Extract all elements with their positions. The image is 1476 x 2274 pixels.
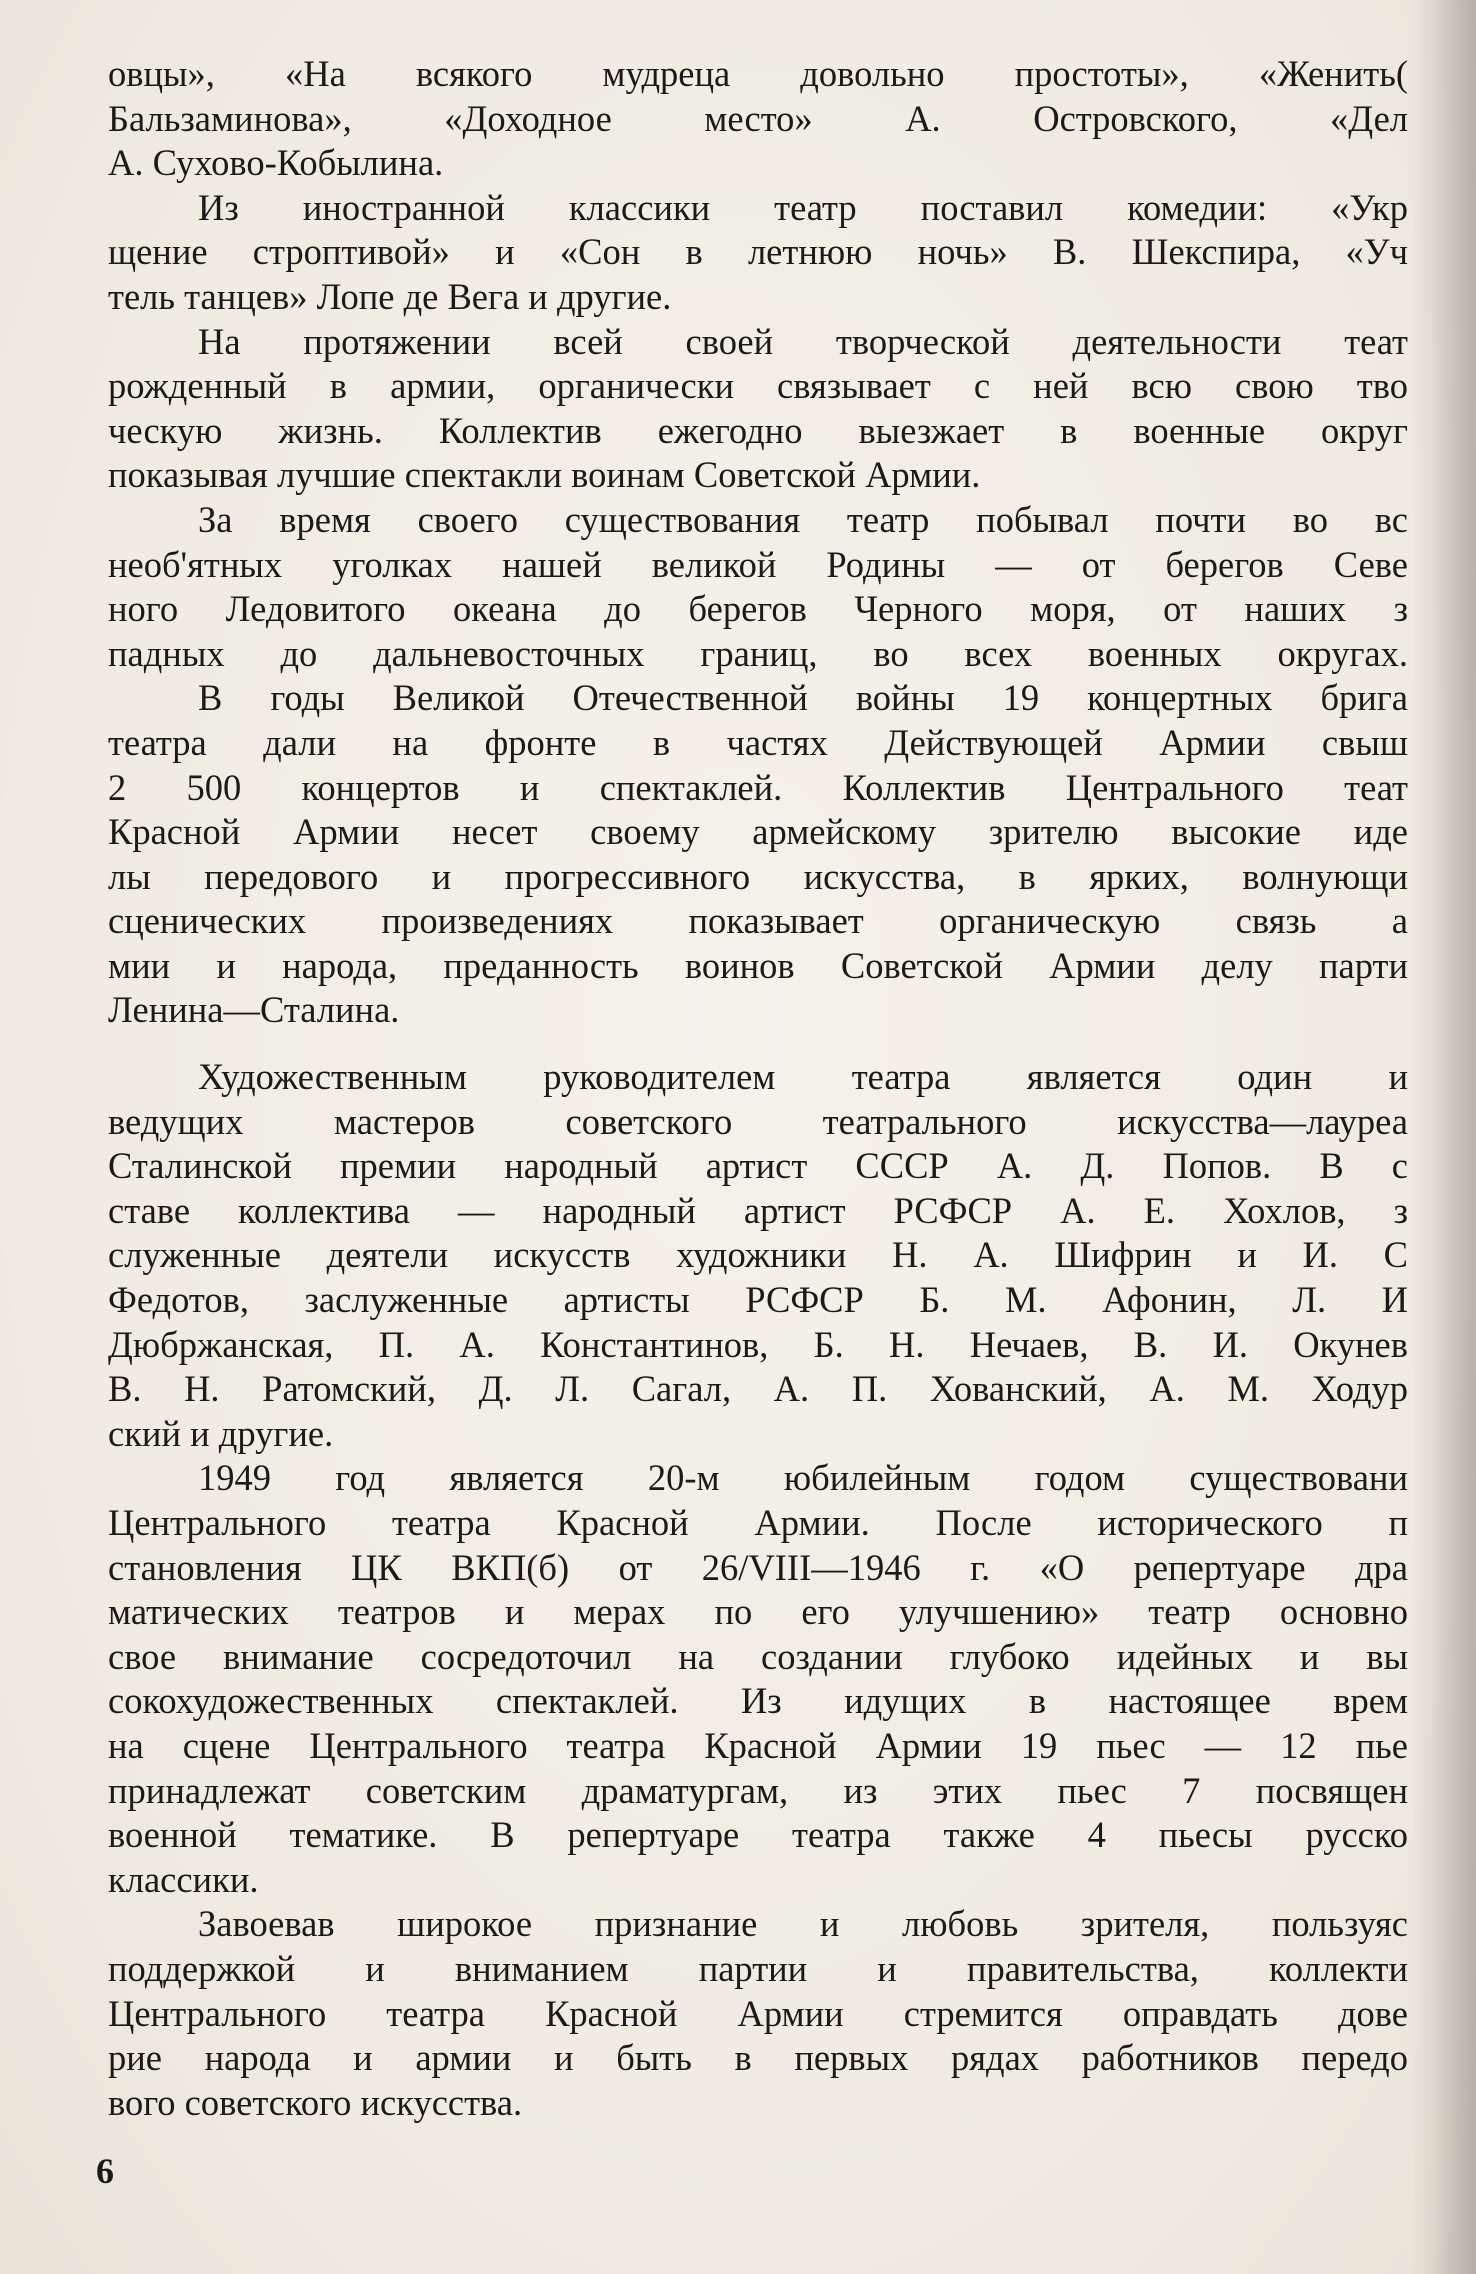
text-line: мии и народа, преданность воинов Советской Армии делу парти [108, 944, 1408, 986]
text-line: щение строптивой» и «Сон в летнюю ночь» В. Шекспира, «Уч [108, 231, 1408, 273]
text-line: необ'ятных уголках нашей великой Родины — от берегов Севе [108, 543, 1408, 585]
text-line: матических театров и мерах по его улучшению» театр основно [108, 1591, 1408, 1633]
page-number: 6 [96, 2151, 114, 2191]
text-line: Из иностранной классики театр поставил комедии: «Укр [198, 186, 1408, 228]
paragraph-6 [108, 1055, 1408, 1456]
text-line: падных до дальневосточных границ, во всех военных округах. [108, 632, 1408, 674]
text-line: За время своего существования театр побывал почти во вс [198, 498, 1408, 540]
text-line: Сталинской премии народный артист СССР А. Д. Попов. В с [108, 1145, 1408, 1187]
text-line: Центрального театра Красной Армии. После исторического п [108, 1502, 1408, 1543]
text-line: рожденный в армии, органически связывает с ней всю свою тво [108, 365, 1408, 407]
text-line: В годы Великой Отечественной войны 19 концертных брига [198, 677, 1408, 719]
text-line: Художественным руководителем театра является один и [198, 1056, 1408, 1098]
text-line: Красной Армии несет своему армейскому зрителю высокие иде [108, 811, 1408, 853]
text-line: 1949 год является 20-м юбилейным годом существовани [198, 1457, 1408, 1499]
text-line: Завоевав широкое признание и любовь зрителя, пользуяс [198, 1903, 1408, 1945]
text-line: Федотов, заслуженные артисты РСФСР Б. М. Афонин, Л. И [108, 1279, 1408, 1321]
text-line: военной тематике. В репертуаре театра также 4 пьесы русско [108, 1814, 1408, 1856]
text-line: ческую жизнь. Коллектив ежегодно выезжает в военные округ [108, 409, 1408, 451]
text-line: На протяжении всей своей творческой деятельности теат [198, 320, 1408, 362]
text-line: ного Ледовитого океана до берегов Черного моря, от наших з [108, 588, 1408, 630]
text-line: лы передового и прогрессивного искусства, в ярких, волнующи [108, 855, 1408, 897]
text-line: Ленина—Сталина. [108, 989, 400, 1031]
paragraph-3 [108, 320, 1408, 498]
body-text [108, 52, 1408, 2125]
text-line: поддержкой и вниманием партии и правительства, коллекти [108, 1947, 1408, 1989]
text-line: Дюбржанская, П. А. Константинов, Б. Н. Нечаев, В. И. Окунев [108, 1323, 1408, 1365]
text-line: театра дали на фронте в частях Действующей Армии свыш [108, 721, 1408, 763]
text-line: Бальзаминова», «Доходное место» А. Островского, «Дел [108, 97, 1408, 139]
text-line: сокохудожественных спектаклей. Из идущих в настоящее врем [108, 1680, 1408, 1722]
text-line: А. Сухово-Кобылина. [108, 142, 444, 184]
text-line: сценических произведениях показывает органическую связь а [108, 900, 1408, 942]
text-line: Центрального театра Красной Армии стремится оправдать дове [108, 1992, 1408, 2034]
text-line: служенные деятели искусств художники Н. А. Шифрин и И. С [108, 1234, 1408, 1276]
text-line: тель танцев» Лопе де Вега и другие. [108, 275, 672, 317]
paragraph-8 [108, 1902, 1408, 2125]
text-line: показывая лучшие спектакли воинам Советской Армии. [108, 454, 981, 496]
text-line: рие народа и армии и быть в первых рядах работников передо [108, 2037, 1408, 2079]
text-line: овцы», «На всякого мудреца довольно простоты», «Женить( [108, 53, 1408, 94]
paragraph-5 [108, 676, 1408, 1033]
text-line: становления ЦК ВКП(б) от 26/VIII—1946 г. «О репертуаре дра [108, 1546, 1408, 1588]
text-line: 2 500 концертов и спектаклей. Коллектив Центрального теат [108, 766, 1408, 808]
text-line: классики. [108, 1858, 259, 1900]
paragraph-2 [108, 186, 1408, 320]
text-line: свое внимание сосредоточил на создании глубоко идейных и вы [108, 1635, 1408, 1677]
text-line: ведущих мастеров советского театрального искусства—лауреа [108, 1100, 1408, 1142]
paragraph-7 [108, 1456, 1408, 1902]
paragraph-4 [108, 498, 1408, 676]
paragraph-gap [108, 1033, 1408, 1055]
text-line: ставе коллектива — народный артист РСФСР А. Е. Хохлов, з [108, 1189, 1408, 1231]
text-line: принадлежат советским драматургам, из этих пьес 7 посвящен [108, 1769, 1408, 1811]
text-line: на сцене Центрального театра Красной Армии 19 пьес — 12 пье [108, 1724, 1408, 1766]
text-line: В. Н. Ратомский, Д. Л. Сагал, А. П. Хованский, А. М. Ходур [108, 1368, 1408, 1410]
text-line: ский и другие. [108, 1412, 334, 1454]
paragraph-1 [108, 52, 1408, 186]
text-line: вого советского искусства. [108, 2081, 523, 2123]
page-edge-shadow [1410, 0, 1476, 2274]
